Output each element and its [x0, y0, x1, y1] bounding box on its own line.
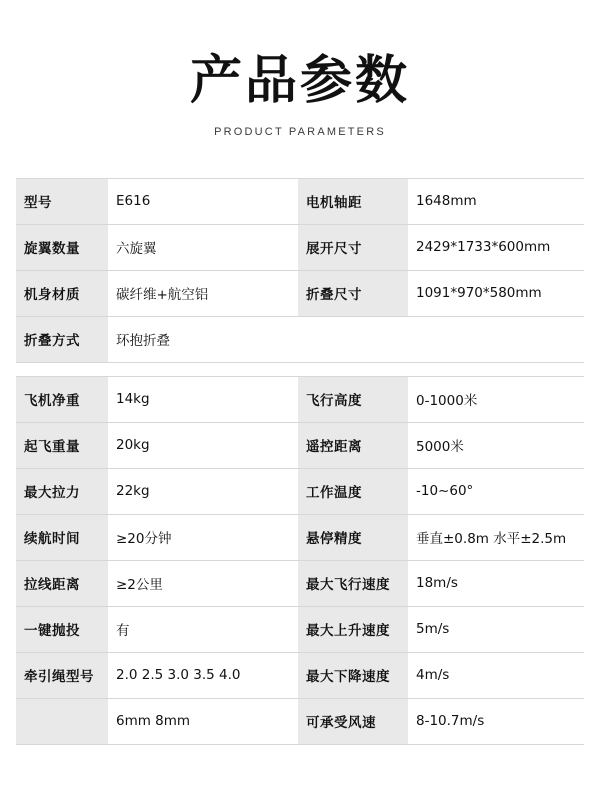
- spec-table-wrapper: [0, 178, 600, 745]
- spec-value: 垂直±0.8m 水平±2.5m: [408, 514, 584, 560]
- spec-label: 机身材质: [16, 270, 108, 316]
- spec-value: 14kg: [108, 376, 298, 422]
- spec-value: 4m/s: [408, 652, 584, 698]
- page-subtitle: PRODUCT PARAMETERS: [214, 125, 386, 138]
- table-row: [16, 224, 584, 270]
- table-row: [16, 422, 584, 468]
- spec-label: 遥控距离: [298, 422, 408, 468]
- spec-value: 有: [108, 606, 298, 652]
- spec-label: 最大拉力: [16, 468, 108, 514]
- spec-table: [16, 178, 584, 745]
- table-row: [16, 376, 584, 422]
- table-row: [16, 606, 584, 652]
- spec-value: 2.0 2.5 3.0 3.5 4.0: [108, 652, 298, 698]
- spec-value: E616: [108, 178, 298, 224]
- spec-value: ≥2公里: [108, 560, 298, 606]
- spec-value: 六旋翼: [108, 224, 298, 270]
- spec-value: ≥20分钟: [108, 514, 298, 560]
- spec-value: 碳纤维+航空铝: [108, 270, 298, 316]
- spec-value: 5m/s: [408, 606, 584, 652]
- spec-value: 1091*970*580mm: [408, 270, 584, 316]
- spec-label: 飞行高度: [298, 376, 408, 422]
- spec-value: 0-1000米: [408, 376, 584, 422]
- spec-label-empty: [298, 316, 408, 362]
- table-gap: [16, 362, 584, 376]
- table-row: [16, 316, 584, 362]
- spec-value: 2429*1733*600mm: [408, 224, 584, 270]
- spec-label-empty: [16, 698, 108, 744]
- spec-value-empty: [408, 316, 584, 362]
- spec-label: 最大飞行速度: [298, 560, 408, 606]
- table-row: [16, 652, 584, 698]
- spec-label: 拉线距离: [16, 560, 108, 606]
- spec-value: 环抱折叠: [108, 316, 298, 362]
- spec-label: 起飞重量: [16, 422, 108, 468]
- spec-value: 5000米: [408, 422, 584, 468]
- spec-label: 悬停精度: [298, 514, 408, 560]
- spec-value: 22kg: [108, 468, 298, 514]
- spec-label: 可承受风速: [298, 698, 408, 744]
- table-row: [16, 698, 584, 744]
- table-row: [16, 560, 584, 606]
- spec-label: 续航时间: [16, 514, 108, 560]
- spec-value: -10~60°: [408, 468, 584, 514]
- page-title: 产品参数: [189, 51, 410, 111]
- spec-label: 工作温度: [298, 468, 408, 514]
- spec-value: 1648mm: [408, 178, 584, 224]
- table-row: [16, 514, 584, 560]
- spec-label: 飞机净重: [16, 376, 108, 422]
- spec-label: 折叠方式: [16, 316, 108, 362]
- spec-label: 折叠尺寸: [298, 270, 408, 316]
- spec-label: 型号: [16, 178, 108, 224]
- spec-label: 最大下降速度: [298, 652, 408, 698]
- spec-label: 一键抛投: [16, 606, 108, 652]
- spec-label: 电机轴距: [298, 178, 408, 224]
- spec-value: 18m/s: [408, 560, 584, 606]
- table-row: [16, 270, 584, 316]
- spec-value: 6mm 8mm: [108, 698, 298, 744]
- spec-value: 8-10.7m/s: [408, 698, 584, 744]
- table-row: [16, 468, 584, 514]
- spec-label: 牵引绳型号: [16, 652, 108, 698]
- page-header: [0, 0, 600, 138]
- spec-value: 20kg: [108, 422, 298, 468]
- spec-label: 旋翼数量: [16, 224, 108, 270]
- spec-label: 展开尺寸: [298, 224, 408, 270]
- spec-label: 最大上升速度: [298, 606, 408, 652]
- table-row: [16, 178, 584, 224]
